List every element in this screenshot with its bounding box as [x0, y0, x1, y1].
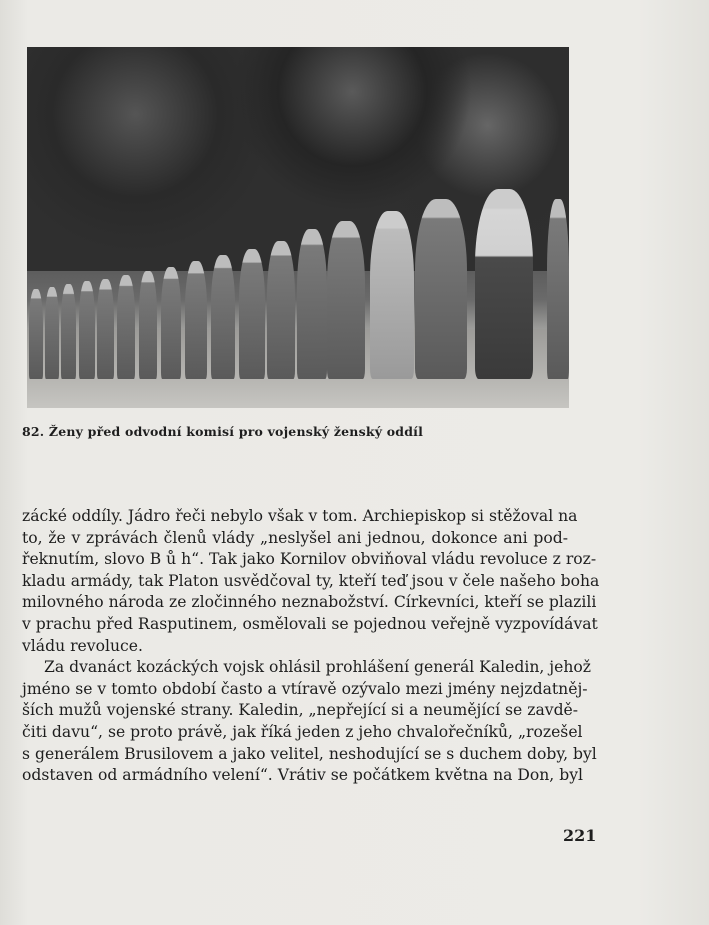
photo-figure	[61, 284, 76, 379]
body-text	[22, 506, 600, 787]
text-line: čiti davu“, se proto právě, jak říká jeden z jeho chvalořečníků, „rozešel	[22, 722, 583, 741]
page-number: 221	[563, 826, 597, 845]
text-line: vládu revoluce.	[22, 636, 143, 655]
photo-figure	[370, 211, 414, 379]
photo-figure	[97, 279, 114, 379]
photo-figure	[45, 287, 59, 379]
photo-figure	[79, 281, 95, 379]
text-line: Za dvanáct kozáckých vojsk ohlásil prohlášení generál Kaledin, jehož	[44, 658, 591, 677]
photo-figure	[475, 189, 533, 379]
photo-figure	[117, 275, 135, 379]
figure-caption: 82. Ženy před odvodní komisí pro vojenský ženský oddíl	[22, 424, 424, 439]
text-line: jméno se v tomto období často a vtíravě ozývalo mezi jmény nejzdatněj-	[22, 679, 588, 698]
text-line: v prachu před Rasputinem, osmělovali se pojednou veřejně vyzpovídávat	[22, 614, 598, 633]
text-line: ších mužů vojenské strany. Kaledin, „nepřející si a neumějící se zavdě-	[22, 701, 579, 720]
text-line: řeknutím, slovo B ů h“. Tak jako Kornilov obviňoval vládu revoluce z roz-	[22, 550, 597, 569]
photo-figure	[161, 267, 181, 379]
photo-figure	[211, 255, 235, 379]
photo-figure	[415, 199, 467, 379]
photograph-women-recruits	[27, 47, 569, 408]
photo-figure	[29, 289, 43, 379]
text-line: kladu armády, tak Platon usvědčoval ty, kteří teď jsou v čele našeho boha	[22, 571, 600, 590]
photo-figure	[547, 199, 569, 379]
photo-figure	[297, 229, 327, 379]
text-line: s generálem Brusilovem a jako velitel, neshodující se s duchem doby, byl	[22, 744, 597, 763]
photo-figure	[239, 249, 265, 379]
photo-figure	[327, 221, 365, 379]
photo-figure	[267, 241, 295, 379]
text-line: odstaven od armádního velení“. Vrátiv se počátkem května na Don, byl	[22, 766, 583, 785]
text-line: milovného národa ze zločinného neznabožství. Církevníci, kteří se plazili	[22, 593, 597, 612]
text-line: zácké oddíly. Jádro řeči nebylo však v tom. Archiepiskop si stěžoval na	[22, 507, 578, 525]
photo-figure	[139, 271, 157, 379]
text-line: to, že v zprávách členů vlády „neslyšel ani jednou, dokonce ani pod-	[22, 528, 568, 547]
photo-figure	[185, 261, 207, 379]
